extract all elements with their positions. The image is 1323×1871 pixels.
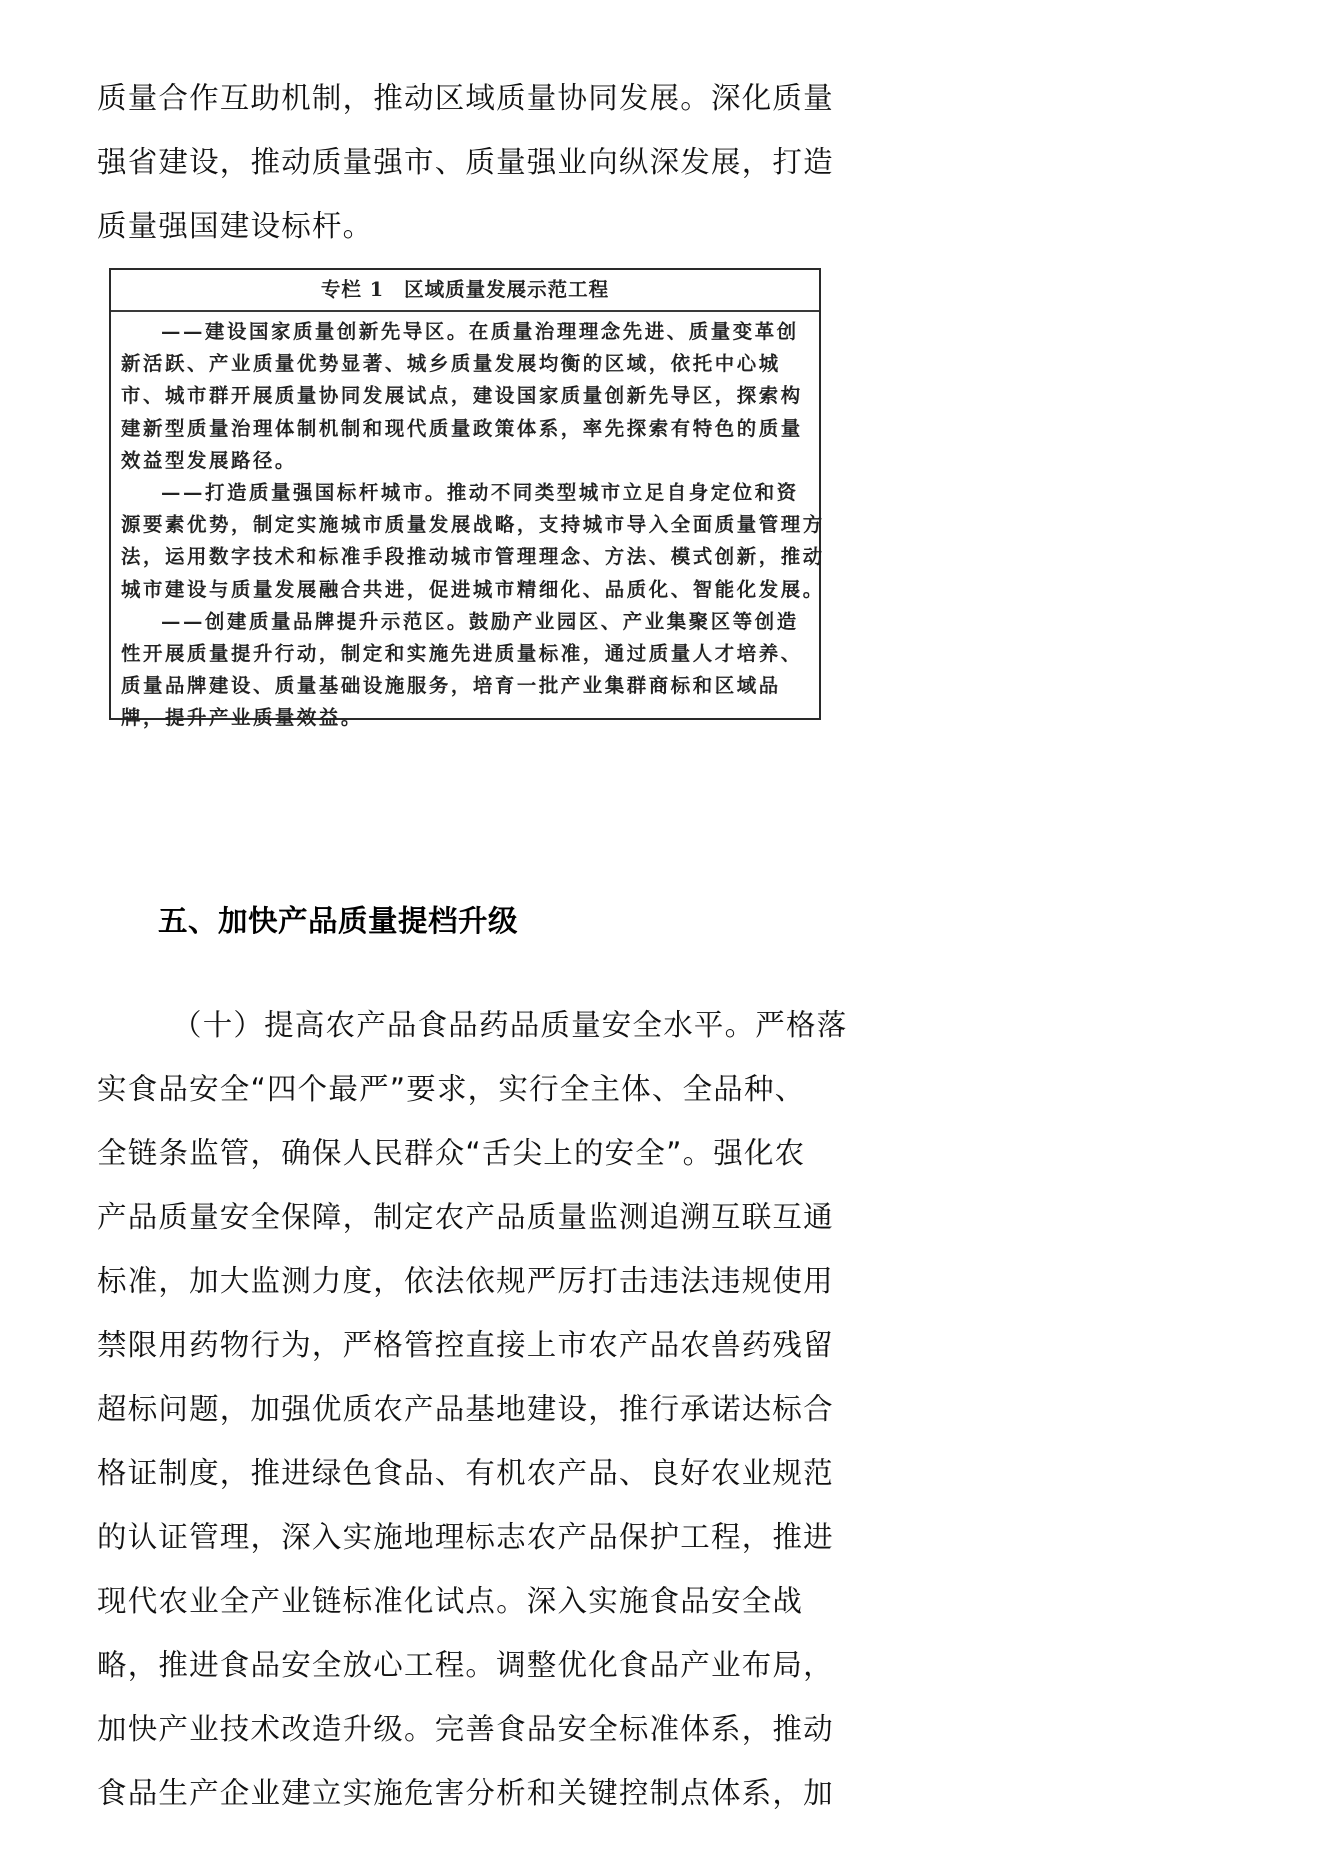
text-line: 标准，加大监测力度，依法依规严厉打击违法违规使用 — [97, 1264, 834, 1298]
text-line: 加快产业技术改造升级。完善食品安全标准体系，推动 — [97, 1712, 834, 1746]
column-box — [109, 268, 825, 730]
box-line: ——创建质量品牌提升示范区。鼓励产业园区、产业集聚区等创造 — [161, 609, 799, 633]
column-box-label: 专栏 1 — [320, 278, 385, 301]
column-box-item — [121, 316, 811, 477]
text-line: 超标问题，加强优质农产品基地建设，推行承诺达标合 — [97, 1392, 834, 1426]
box-line: 源要素优势，制定实施城市质量发展战略，支持城市导入全面质量管理方 — [121, 513, 825, 537]
text-line: 禁限用药物行为，严格管控直接上市农产品农兽药残留 — [97, 1328, 834, 1362]
box-line: ——建设国家质量创新先导区。在质量治理理念先进、质量变革创 — [161, 320, 799, 343]
column-box-title-text: 区域质量发展示范工程 — [404, 278, 610, 301]
text-line: 产品质量安全保障，制定农产品质量监测追溯互联互通 — [97, 1200, 834, 1234]
body-paragraph — [97, 993, 848, 1825]
box-line: ——打造质量强国标杆城市。推动不同类型城市立足自身定位和资 — [161, 481, 799, 505]
text-line: 现代农业全产业链标准化试点。深入实施食品安全战 — [97, 1584, 804, 1618]
box-line: 性开展质量提升行动，制定和实施先进质量标准，通过质量人才培养、 — [121, 642, 803, 666]
section-heading: 五、加快产品质量提档升级 — [158, 904, 519, 938]
text-line: 的认证管理，深入实施地理标志农产品保护工程，推进 — [97, 1520, 834, 1554]
text-line: 强省建设，推动质量强市、质量强业向纵深发展，打造 — [97, 145, 834, 179]
column-box-item — [121, 606, 811, 735]
box-line: 城市建设与质量发展融合共进，促进城市精细化、品质化、智能化发展。 — [121, 577, 825, 601]
box-line: 建新型质量治理体制机制和现代质量政策体系，率先探索有特色的质量 — [121, 416, 803, 440]
box-line: 质量品牌建设、质量基础设施服务，培育一批产业集群商标和区域品 — [121, 674, 781, 698]
text-line: 略，推进食品安全放心工程。调整优化食品产业布局， — [97, 1648, 834, 1682]
text-line: （十）提高农产品食品药品质量安全水平。严格落 — [172, 1008, 848, 1042]
text-line: 质量强国建设标杆。 — [97, 209, 374, 243]
intro-paragraph — [97, 66, 841, 258]
box-line: 法，运用数字技术和标准手段推动城市管理理念、方法、模式创新，推动 — [121, 545, 825, 569]
box-line: 新活跃、产业质量优势显著、城乡质量发展均衡的区域，依托中心城 — [121, 352, 781, 376]
column-box-item — [121, 477, 825, 606]
text-line: 全链条监管，确保人民群众“舌尖上的安全”。强化农 — [97, 1136, 806, 1170]
box-line: 市、城市群开展质量协同发展试点，建设国家质量创新先导区，探索构 — [121, 384, 803, 408]
text-line: 食品生产企业建立实施危害分析和关键控制点体系，加 — [97, 1776, 834, 1810]
text-line: 实食品安全“四个最严”要求，实行全主体、全品种、 — [97, 1072, 806, 1106]
column-box-title — [111, 270, 819, 312]
text-line: 质量合作互助机制，推动区域质量协同发展。深化质量 — [97, 81, 834, 115]
box-line: 效益型发展路径。 — [121, 448, 297, 472]
box-line: 牌，提升产业质量效益。 — [121, 706, 363, 730]
column-box-body — [111, 312, 825, 735]
text-line: 格证制度，推进绿色食品、有机农产品、良好农业规范 — [97, 1456, 834, 1490]
